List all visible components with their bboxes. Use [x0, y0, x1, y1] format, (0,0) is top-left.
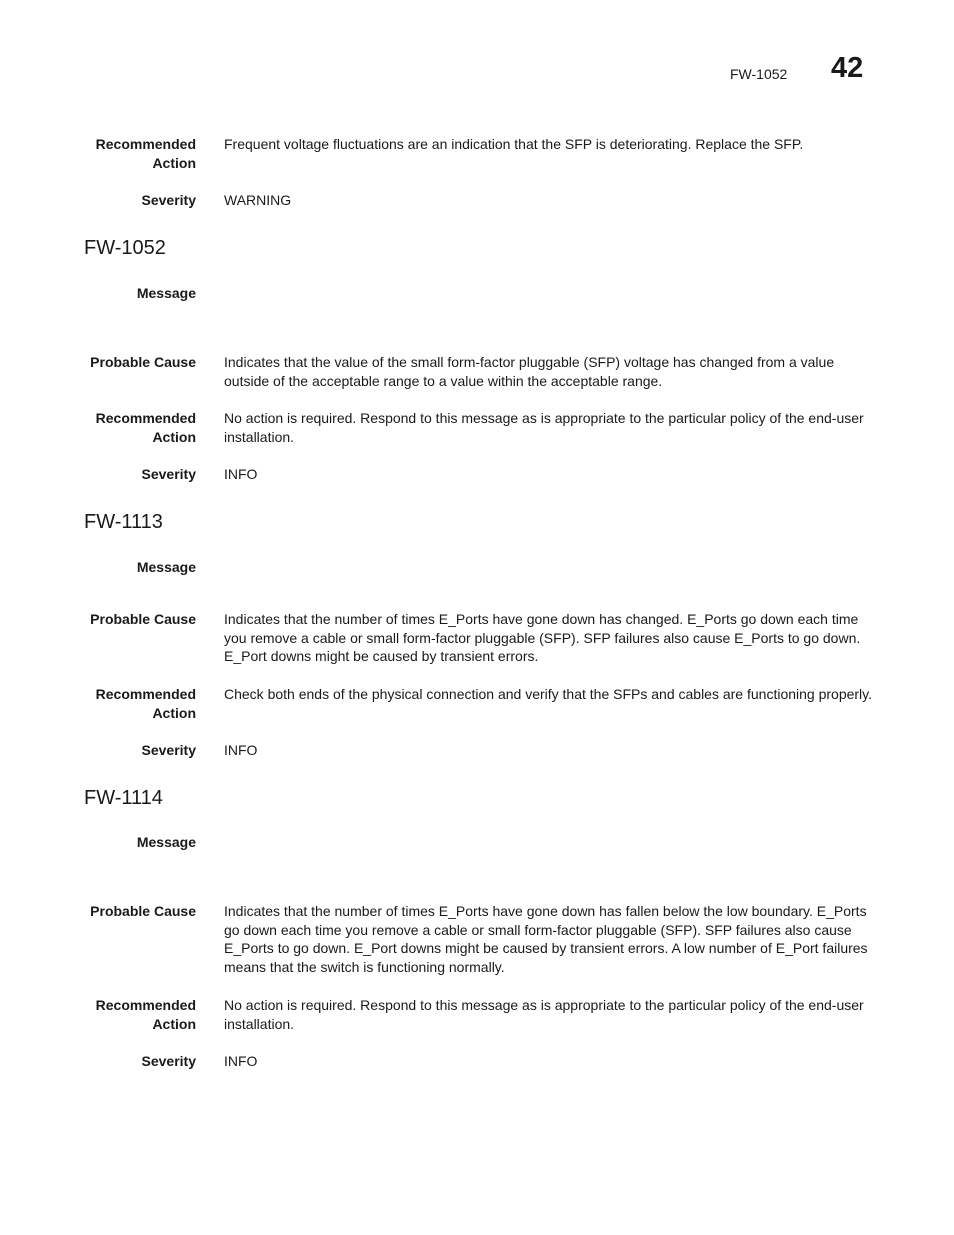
message-label: Message — [136, 285, 196, 301]
entry-heading: FW-1052 — [84, 237, 166, 259]
recommended-action-label: Recommended Action — [95, 997, 196, 1032]
recommended-action-text: No action is required. Respond to this message as is appropriate to the particular policy of the end-user installation. — [224, 997, 864, 1032]
severity-label: Severity — [141, 466, 196, 482]
probable-cause-label: Probable Cause — [90, 903, 196, 919]
severity-value: INFO — [224, 742, 258, 758]
entry-heading: FW-1113 — [84, 511, 163, 533]
severity-label: Severity — [141, 192, 196, 208]
probable-cause-label: Probable Cause — [90, 611, 196, 627]
severity-value: INFO — [224, 466, 258, 482]
entry-heading: FW-1114 — [84, 787, 163, 809]
recommended-action-label: Recommended Action — [95, 686, 196, 721]
probable-cause-text: Indicates that the value of the small form-factor pluggable (SFP) voltage has changed from a value outside of the acceptable range to a value within the acceptable range. — [224, 354, 835, 389]
header-section-id: FW-1052 — [730, 66, 788, 82]
recommended-action-label: Recommended Action — [95, 410, 196, 445]
recommended-action-text: Frequent voltage fluctuations are an indication that the SFP is deteriorating. Replace the SFP. — [224, 136, 804, 152]
message-label: Message — [136, 559, 196, 575]
severity-value: INFO — [224, 1053, 258, 1069]
severity-label: Severity — [141, 1053, 196, 1069]
probable-cause-text: Indicates that the number of times E_Ports have gone down has fallen below the low boundary. E_Ports go down each time you remove a cable or small form-factor pluggable (SFP). SFP failures also cause E_Ports to go down. E_Port downs might be caused by transient errors. A low number of E_Port failures means that the switch is functioning normally. — [224, 903, 868, 975]
probable-cause-label: Probable Cause — [90, 354, 196, 370]
header-chapter-number: 42 — [831, 52, 864, 84]
recommended-action-text: No action is required. Respond to this message as is appropriate to the particular policy of the end-user installation. — [224, 410, 864, 445]
recommended-action-text: Check both ends of the physical connection and verify that the SFPs and cables are functioning properly. — [224, 686, 873, 702]
probable-cause-text: Indicates that the number of times E_Ports have gone down has changed. E_Ports go down each time you remove a cable or small form-factor pluggable (SFP). SFP failures also cause E_Ports to go down. E_Port downs might be caused by transient errors. — [224, 611, 861, 664]
message-label: Message — [136, 834, 196, 850]
severity-value: WARNING — [224, 192, 292, 208]
severity-label: Severity — [141, 742, 196, 758]
recommended-action-label: Recommended Action — [95, 136, 196, 171]
